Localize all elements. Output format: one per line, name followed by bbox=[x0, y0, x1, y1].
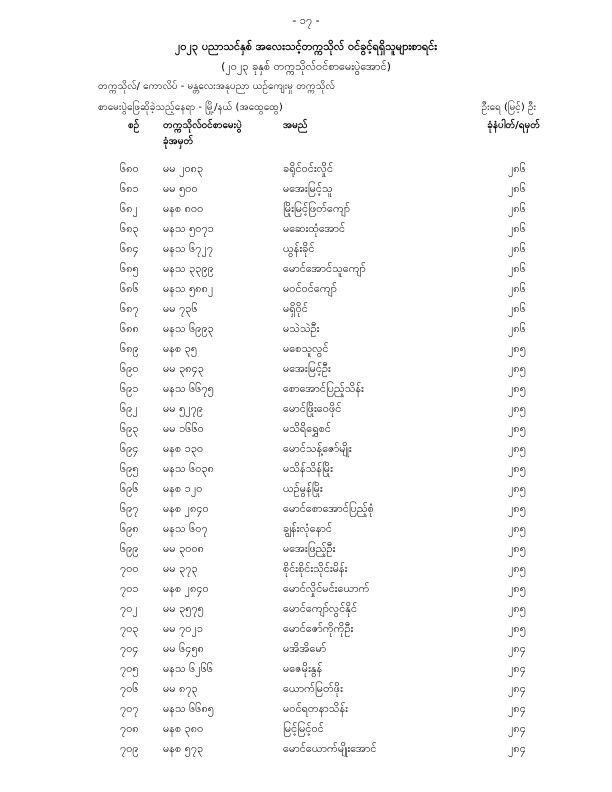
row-number: ၇၀၆ bbox=[120, 682, 139, 695]
exam-number: မနစ ၂၈၄၀ bbox=[163, 582, 209, 595]
exam-number: မနစ ၁၂၀ bbox=[163, 482, 203, 495]
exam-number: မမ ၃၈၄၃ bbox=[163, 362, 204, 375]
exam-number: မမ ၇၀၂၁ bbox=[163, 622, 204, 635]
row-number: ၆၉၃ bbox=[120, 422, 139, 435]
table-row bbox=[0, 222, 612, 242]
student-name: မောင်ဇော်ကိုကိုဦး bbox=[283, 622, 354, 635]
student-name: မသိန်သိန်မြိုး bbox=[283, 462, 333, 475]
exam-number: မမ ၃၀၀၈ bbox=[163, 542, 204, 555]
score-value: ၂၈၅ bbox=[508, 542, 526, 555]
table-row bbox=[0, 342, 612, 362]
university-line: တက္ကသိုလ်/ ကောလိပ် - မန္တလေးအနုပညာ ယဉ်ကျေးမှု တက္ကသိုလ် bbox=[98, 81, 335, 92]
score-value: ၂၈၅ bbox=[508, 422, 526, 435]
column-header-exam: တက္ကသိုလ်ဝင်စာမေးပွဲ bbox=[163, 120, 242, 131]
student-name: စောအောင်ပြည့်သိန်း bbox=[283, 382, 364, 395]
table-row bbox=[0, 162, 612, 182]
row-number: ၇၀၁ bbox=[120, 582, 139, 595]
table-row bbox=[0, 542, 612, 562]
student-name: မဝင်ရတနာသိန်း bbox=[283, 702, 348, 715]
student-name: ချွန်းလုံနောင် bbox=[283, 522, 333, 535]
count-label: ဦးရေ (မြင့်) ဦး bbox=[481, 102, 536, 113]
row-number: ၇၀၇ bbox=[120, 702, 139, 715]
row-number: ၆၈၃ bbox=[120, 222, 139, 235]
exam-number: မမ ၆၄၅၈ bbox=[163, 642, 204, 655]
row-number: ၆၈၇ bbox=[120, 302, 139, 315]
document-subtitle: (၂၀၂၃ ခုနှစ် တက္ကသိုလ်ဝင်စာမေးပွဲအောင်) bbox=[221, 60, 391, 73]
exam-number: မနစ ၃၈၀ bbox=[163, 722, 204, 735]
table-row bbox=[0, 682, 612, 702]
score-value: ၂၈၄ bbox=[508, 642, 526, 655]
exam-center-line: စာမေးပွဲဖြေဆိုခဲ့သည့်နေရာ - မြို့/နယ် (အထွေထွေ) bbox=[98, 102, 283, 113]
exam-number: မမ ၃၅၇၅ bbox=[163, 602, 204, 615]
row-number: ၆၉၄ bbox=[120, 442, 139, 455]
table-row bbox=[0, 442, 612, 462]
student-name: စိုင်းစိုင်းသိုင်းမိန်း bbox=[283, 562, 348, 575]
exam-number: မနသ ၆၀၇ bbox=[163, 522, 208, 535]
student-name: မဝင်ဝင်ကျော် bbox=[283, 282, 337, 295]
student-name: မောင်လှိုင်မင်းယောက် bbox=[283, 582, 370, 595]
row-number: ၇၀၀ bbox=[120, 562, 139, 575]
row-number: ၇၀၄ bbox=[120, 642, 139, 655]
table-row bbox=[0, 202, 612, 222]
row-number: ၆၈၄ bbox=[120, 242, 139, 255]
score-value: ၂၈၄ bbox=[508, 682, 526, 695]
score-value: ၂၈၅ bbox=[508, 442, 526, 455]
score-value: ၂၈၄ bbox=[508, 662, 526, 675]
score-value: ၂၈၅ bbox=[508, 382, 526, 395]
table-row bbox=[0, 362, 612, 382]
column-header-name: အမည် bbox=[283, 120, 308, 131]
row-number: ၆၉၅ bbox=[120, 462, 139, 475]
table-row bbox=[0, 642, 612, 662]
table-row bbox=[0, 702, 612, 722]
row-number: ၆၉၂ bbox=[120, 402, 138, 415]
student-name: မောင်ကျော်လွင်နိုင် bbox=[283, 602, 358, 615]
student-name: မသိရိရွှေစင် bbox=[283, 422, 332, 435]
table-row bbox=[0, 182, 612, 202]
score-value: ၂၈၅ bbox=[508, 602, 526, 615]
exam-number: မမ ၅၀၀ bbox=[163, 182, 198, 195]
row-number: ၇၀၉ bbox=[120, 742, 139, 755]
score-value: ၂၈၆ bbox=[508, 242, 526, 255]
row-number: ၆၉၉ bbox=[120, 542, 139, 555]
exam-number: မနသ ၆၇၂၇ bbox=[163, 242, 214, 255]
score-value: ၂၈၅ bbox=[508, 402, 526, 415]
row-number: ၆၉၀ bbox=[120, 362, 139, 375]
table-row bbox=[0, 662, 612, 682]
column-header-score: ခုံနံပါတ်/ရမှတ် bbox=[487, 120, 540, 131]
row-number: ၇၀၈ bbox=[120, 722, 139, 735]
score-value: ၂၈၅ bbox=[508, 622, 526, 635]
table-row bbox=[0, 422, 612, 442]
table-row bbox=[0, 602, 612, 622]
score-value: ၂၈၅ bbox=[508, 502, 526, 515]
student-name: မဆေးထုံအောင် bbox=[283, 222, 346, 235]
exam-number: မနသ ၆၉၉၃ bbox=[163, 322, 214, 335]
table-row bbox=[0, 322, 612, 342]
table-row bbox=[0, 722, 612, 742]
exam-number: မနသ ၅၈၈၂ bbox=[163, 282, 214, 295]
page-number: - ၁၇ - bbox=[292, 14, 320, 27]
row-number: ၆၉၇ bbox=[120, 502, 139, 515]
score-value: ၂၈၆ bbox=[508, 302, 526, 315]
table-row bbox=[0, 622, 612, 642]
table-row bbox=[0, 522, 612, 542]
exam-number: မမ ၁၆၆၀ bbox=[163, 422, 204, 435]
score-value: ၂၈၅ bbox=[508, 362, 526, 375]
student-name: မရှိဝိုင် bbox=[283, 302, 308, 315]
row-number: ၆၈၀ bbox=[120, 162, 139, 175]
score-value: ၂၈၄ bbox=[508, 702, 526, 715]
score-value: ၂၈၆ bbox=[508, 322, 526, 335]
student-name: မအိအိမော် bbox=[283, 642, 327, 655]
exam-number: မမ ၅၂၇၉ bbox=[163, 402, 204, 415]
row-number: ၇၀၅ bbox=[120, 662, 139, 675]
student-name: မအေးမြင့်ဦး bbox=[283, 362, 331, 375]
column-header-number: စဉ် bbox=[128, 120, 140, 131]
student-name: မောင်ယောက်မျိုးအောင် bbox=[283, 742, 377, 755]
exam-number: မနသ ၅၀၇၁ bbox=[163, 222, 214, 235]
exam-number: မနသ ၆၀၃၈ bbox=[163, 462, 214, 475]
student-name: ခရိုင်ဝင်းလှိုင် bbox=[283, 162, 334, 175]
exam-number: မနစ ၅၇၃ bbox=[163, 742, 204, 755]
row-number: ၆၉၁ bbox=[120, 382, 139, 395]
student-name: မသဲသဲဦး bbox=[283, 322, 320, 335]
table-row bbox=[0, 502, 612, 522]
score-value: ၂၈၅ bbox=[508, 522, 526, 535]
exam-number: မနသ ၆၆၈၅ bbox=[163, 702, 214, 715]
student-name: မဇေမိုးနွန် bbox=[283, 662, 323, 675]
student-name: ယဉ်မွန်မြိုး bbox=[283, 482, 323, 495]
exam-number: မမ ၃၇၃ bbox=[163, 562, 198, 575]
score-value: ၂၈၅ bbox=[508, 342, 526, 355]
table-row bbox=[0, 382, 612, 402]
table-row bbox=[0, 482, 612, 502]
row-number: ၇၀၃ bbox=[120, 622, 139, 635]
row-number: ၆၉၈ bbox=[120, 522, 139, 535]
student-name: ယွန်းခိုင် bbox=[283, 242, 315, 255]
student-name: မောင်ဖြိုးဝေဖိုင် bbox=[283, 402, 342, 415]
exam-number: မမ ၂၀၈၃ bbox=[163, 162, 204, 175]
table-row bbox=[0, 742, 612, 762]
score-value: ၂၈၆ bbox=[508, 282, 526, 295]
exam-number: မနသ ၆၂၆၆ bbox=[163, 662, 214, 675]
row-number: ၆၈၁ bbox=[120, 182, 139, 195]
score-value: ၂၈၆ bbox=[508, 162, 526, 175]
student-name: မအေးဖြည့်ဦး bbox=[283, 542, 336, 555]
score-value: ၂၈၆ bbox=[508, 182, 526, 195]
student-name: မြင့်မြင့်ဝင် bbox=[283, 722, 324, 735]
exam-number: မနစ ၃၅ bbox=[163, 342, 198, 355]
table-row bbox=[0, 282, 612, 302]
table-row bbox=[0, 582, 612, 602]
table-row bbox=[0, 562, 612, 582]
score-value: ၂၈၅ bbox=[508, 462, 526, 475]
exam-number: မနစ ၁၃၀ bbox=[163, 442, 204, 455]
student-name: မောင်အောင်သူကျော် bbox=[283, 262, 366, 275]
row-number: ၆၈၈ bbox=[120, 322, 139, 335]
row-number: ၆၈၂ bbox=[120, 202, 138, 215]
score-value: ၂၈၆ bbox=[508, 222, 526, 235]
table-row bbox=[0, 302, 612, 322]
table-row bbox=[0, 242, 612, 262]
column-header-exam-number: ခုံအမှတ် bbox=[163, 136, 194, 147]
student-name: မောင်စောအောင်ပြည့်စုံ bbox=[283, 502, 374, 515]
exam-number: မနသ ၃၃၉၉ bbox=[163, 262, 214, 275]
table-row bbox=[0, 262, 612, 282]
row-number: ၇၀၂ bbox=[120, 602, 138, 615]
student-name: မအေးမြင့်သူ bbox=[283, 182, 333, 195]
score-value: ၂၈၅ bbox=[508, 562, 526, 575]
row-number: ၆၈၅ bbox=[120, 262, 139, 275]
exam-number: မနစ ၂၈၄၀ bbox=[163, 502, 209, 515]
student-name: ယောက်မြတ်ဖိုး bbox=[283, 682, 343, 695]
score-value: ၂၈၅ bbox=[508, 482, 526, 495]
table-row bbox=[0, 462, 612, 482]
row-number: ၆၉၆ bbox=[120, 482, 139, 495]
score-value: ၂၈၆ bbox=[508, 262, 526, 275]
student-name: မစေသူလွင် bbox=[283, 342, 329, 355]
score-value: ၂၈၄ bbox=[508, 742, 526, 755]
score-value: ၂၈၆ bbox=[508, 202, 526, 215]
score-value: ၂၈၅ bbox=[508, 582, 526, 595]
row-number: ၆၈၉ bbox=[120, 342, 139, 355]
document-title: ၂၀၂၃ ပညာသင်နှစ် အလေးသင့်တက္ကသိုလ် ဝင်ခွင့်ရရှိသူများစာရင်း bbox=[174, 40, 438, 53]
student-name: မြိုးမြင့်ဖြတ်ကျော် bbox=[283, 202, 350, 215]
student-name: မောင်သန့်ဇော်မျိုး bbox=[283, 442, 352, 455]
table-row bbox=[0, 402, 612, 422]
exam-number: မနသ ၆၆၇၅ bbox=[163, 382, 214, 395]
exam-number: မမ ၇၃၆ bbox=[163, 302, 198, 315]
exam-number: မနစ ၈၀၀ bbox=[163, 202, 204, 215]
row-number: ၆၈၆ bbox=[120, 282, 139, 295]
exam-number: မမ ၈၇၃ bbox=[163, 682, 198, 695]
score-value: ၂၈၄ bbox=[508, 722, 526, 735]
